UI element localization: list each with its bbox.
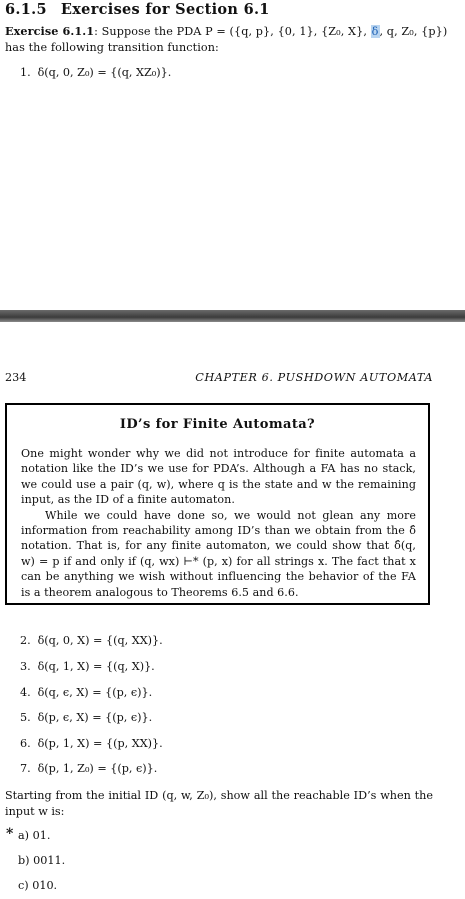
part-value: 01.: [32, 829, 51, 842]
transition-number: 6.: [20, 737, 31, 750]
chapter-header: CHAPTER 6. PUSHDOWN AUTOMATA: [195, 371, 433, 384]
transition-text: δ(q, ϵ, X) = {(p, ϵ)}.: [37, 686, 153, 699]
page-divider: [0, 310, 465, 322]
transition-item: [20, 634, 163, 647]
section-title: Exercises for Section 6.1: [60, 1, 270, 18]
transition-number: 1.: [20, 66, 31, 79]
box-body: [21, 446, 416, 600]
page-number: 234: [5, 371, 27, 384]
box-paragraph-1: One might wonder why we did not introduce for finite automata a notation like the ID’s we use for PDA’s. Although a FA has no stack, we could use a pair (q, w), where q is the state and w the remaining input, as the ID of a finite automaton.: [21, 447, 416, 507]
transition-text: δ(p, 1, X) = {(p, XX)}.: [37, 737, 163, 750]
transition-number: 7.: [20, 762, 31, 775]
transition-text: δ(p, ϵ, X) = {(p, ϵ)}.: [37, 711, 153, 724]
transition-text: δ(q, 1, X) = {(q, X)}.: [37, 660, 155, 673]
transition-number: 3.: [20, 660, 31, 673]
transition-number: 5.: [20, 711, 31, 724]
transition-number: 2.: [20, 634, 31, 647]
exercise-text-before: : Suppose the PDA P = ({q, p}, {0, 1}, {Z₀, X},: [94, 25, 367, 38]
transition-text: δ(p, 1, Z₀) = {(p, ϵ)}.: [37, 762, 158, 775]
part-label: b): [18, 854, 30, 867]
part-value: 010.: [32, 879, 58, 892]
transition-item: [20, 762, 157, 775]
part-label: c): [18, 879, 29, 892]
box-title: ID’s for Finite Automata?: [119, 417, 316, 432]
question-text: Starting from the initial ID (q, w, Z₀), show all the reachable ID’s when the input w is:: [5, 789, 433, 818]
part-item: [18, 829, 50, 842]
sidebar-box: [5, 403, 430, 605]
transition-item: [20, 686, 152, 699]
exercise-label: Exercise 6.1.1: [5, 24, 95, 38]
box-paragraph-2: While we could have done so, we would not glean any more information from reachability among ID’s than we obtain from the δ̂ notation. That is, for any finite automaton, we could show that δ̂(q, w) = p if and only if (q, wx) ⊢* (p, x) for all strings x. The fact that x can be anything we wish without influencing the behavior of the FA is a theorem analogous to Theorems 6.5 and 6.6.: [21, 508, 416, 599]
transition-item: [20, 660, 155, 673]
part-value: 0011.: [33, 854, 66, 867]
selected-text-highlight[interactable]: δ: [371, 25, 379, 38]
section-heading: [5, 1, 270, 18]
section-number: 6.1.5: [5, 1, 47, 18]
exercise-text-after: , q, Z₀, {p}) has the following transition function:: [5, 25, 448, 54]
part-label: a): [18, 829, 30, 842]
star-marker: *: [6, 826, 14, 842]
transition-item: [20, 737, 163, 750]
transition-text: δ(q, 0, X) = {(q, XX)}.: [37, 634, 163, 647]
transition-text: δ(q, 0, Z₀) = {(q, XZ₀)}.: [37, 66, 172, 79]
exercise-statement: [5, 23, 460, 56]
transition-item: [20, 66, 171, 79]
part-item: [18, 854, 65, 867]
part-item: [18, 879, 57, 892]
transition-item: [20, 711, 152, 724]
transition-number: 4.: [20, 686, 31, 699]
